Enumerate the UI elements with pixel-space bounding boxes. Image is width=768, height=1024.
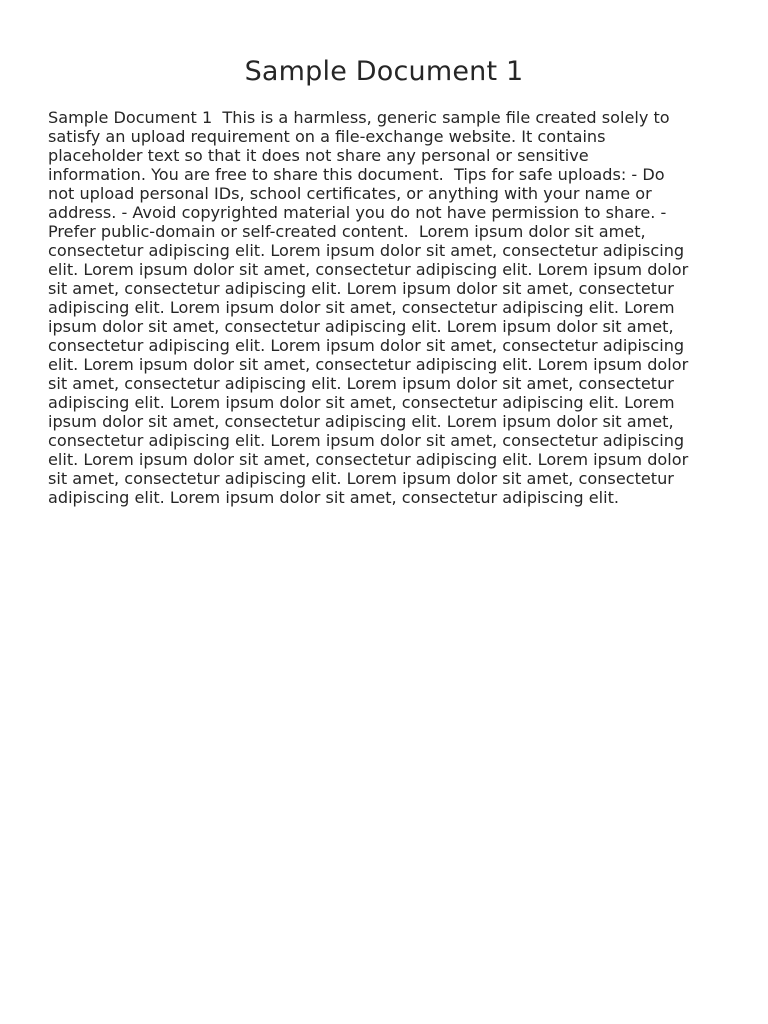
body-text-line: ipsum dolor sit amet, consectetur adipiscing elit. Lorem ipsum dolor sit amet, [48, 412, 674, 431]
body-text-line: elit. Lorem ipsum dolor sit amet, consectetur adipiscing elit. Lorem ipsum dolor [48, 450, 689, 469]
body-text-line: Sample Document 1 This is a harmless, generic sample file created solely to [48, 108, 670, 127]
document-body [48, 108, 760, 507]
body-text-line: address. - Avoid copyrighted material you do not have permission to share. - [48, 203, 667, 222]
body-text-line: not upload personal IDs, school certificates, or anything with your name or [48, 184, 652, 203]
body-text-line: placeholder text so that it does not share any personal or sensitive [48, 146, 589, 165]
body-text-line: adipiscing elit. Lorem ipsum dolor sit amet, consectetur adipiscing elit. Lorem [48, 298, 675, 317]
body-text-line: elit. Lorem ipsum dolor sit amet, consectetur adipiscing elit. Lorem ipsum dolor [48, 355, 689, 374]
body-text-line: consectetur adipiscing elit. Lorem ipsum dolor sit amet, consectetur adipiscing [48, 431, 685, 450]
body-text-line: ipsum dolor sit amet, consectetur adipiscing elit. Lorem ipsum dolor sit amet, [48, 317, 674, 336]
body-text-line: sit amet, consectetur adipiscing elit. Lorem ipsum dolor sit amet, consectetur [48, 374, 674, 393]
body-text-line: Prefer public-domain or self-created content. Lorem ipsum dolor sit amet, [48, 222, 646, 241]
body-text-line: adipiscing elit. Lorem ipsum dolor sit amet, consectetur adipiscing elit. [48, 488, 620, 507]
body-text-line: consectetur adipiscing elit. Lorem ipsum dolor sit amet, consectetur adipiscing [48, 241, 685, 260]
body-text-line: elit. Lorem ipsum dolor sit amet, consectetur adipiscing elit. Lorem ipsum dolor [48, 260, 689, 279]
document-title: Sample Document 1 [244, 56, 524, 87]
body-text-line: satisfy an upload requirement on a file-exchange website. It contains [48, 127, 606, 146]
body-text-line: information. You are free to share this document. Tips for safe uploads: - Do [48, 165, 665, 184]
body-text-line: consectetur adipiscing elit. Lorem ipsum dolor sit amet, consectetur adipiscing [48, 336, 685, 355]
body-text-line: adipiscing elit. Lorem ipsum dolor sit amet, consectetur adipiscing elit. Lorem [48, 393, 675, 412]
body-text-line: sit amet, consectetur adipiscing elit. Lorem ipsum dolor sit amet, consectetur [48, 279, 674, 298]
body-text-line: sit amet, consectetur adipiscing elit. Lorem ipsum dolor sit amet, consectetur [48, 469, 674, 488]
